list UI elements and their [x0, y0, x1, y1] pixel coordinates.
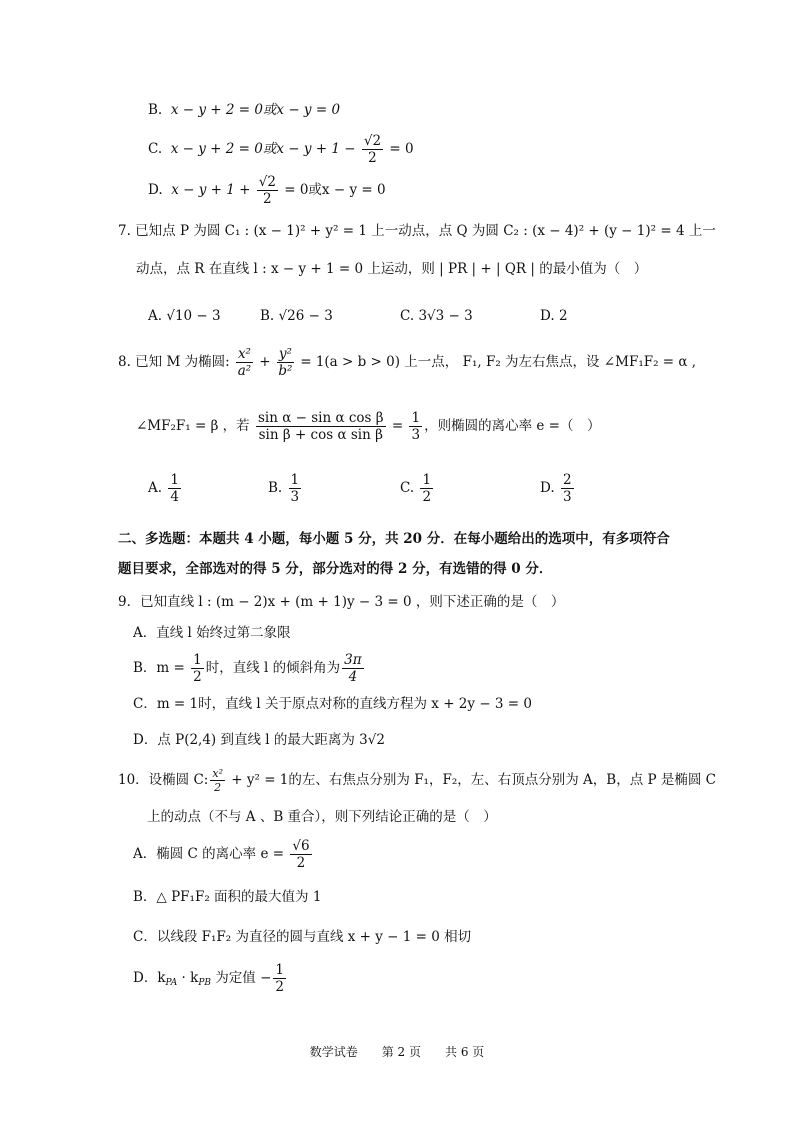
option-text: x − y + 1 +: [171, 182, 255, 199]
option-text-mid: · k: [177, 970, 199, 987]
fraction-den: sin β + cos α sin β: [258, 427, 383, 444]
option-label: B.: [268, 480, 283, 497]
option-text: D．k: [133, 970, 166, 987]
fraction: [561, 472, 574, 505]
subscript: PB: [198, 978, 211, 989]
fraction-den: 4: [348, 669, 358, 686]
fraction-num: x²: [237, 346, 251, 362]
q7-option-b: [260, 310, 333, 324]
fraction-num: √2: [363, 133, 382, 149]
fraction: [191, 652, 204, 685]
section2-heading-line1: 二、多选题：本题共 4 小题，每小题 5 分，共 20 分．在每小题给出的选项中，有多项符合: [118, 531, 670, 547]
option-text-tail: = 0: [385, 141, 414, 158]
fraction-num: √2: [258, 174, 276, 190]
q7-option-c: [400, 310, 473, 324]
fraction: [236, 346, 253, 379]
fraction-den: 2: [263, 191, 272, 208]
fraction-num: x²: [212, 767, 223, 780]
fraction-den: 2: [275, 979, 284, 996]
fraction: [289, 472, 302, 505]
option-text: 3√3 − 3: [418, 308, 473, 324]
q10-option-a: [133, 838, 314, 871]
option-text: √26 − 3: [278, 308, 333, 324]
fraction: [277, 346, 294, 379]
subscript: PA: [165, 978, 178, 989]
q9-option-a: A．直线 l 始终过第二象限: [133, 625, 291, 641]
q8-stem-line2: [136, 410, 600, 443]
fraction-num: 1: [275, 962, 284, 978]
q9-option-c: C．m = 1时，直线 l 关于原点对称的直线方程为 x + 2y − 3 = 0: [133, 696, 532, 712]
q9-stem: 9．已知直线 l : (m − 2)x + (m + 1)y − 3 = 0 ，则下述正确的是（ ）: [118, 594, 565, 610]
fraction-den: 4: [170, 489, 179, 506]
q10-stem-line1: [118, 767, 716, 794]
option-label: B.: [148, 102, 163, 118]
fraction: [273, 962, 286, 995]
equals-sign: =: [387, 418, 408, 435]
q6-option-d: [148, 174, 386, 207]
q7-stem-line1: 7. 已知点 P 为圆 C₁ : (x − 1)² + y² = 1 上一动点，点 Q 为圆 C₂ : (x − 4)² + (y − 1)² = 4 上一: [118, 223, 716, 239]
option-text: x − y + 2 = 0或x − y + 1 −: [170, 141, 360, 158]
fraction: [168, 472, 181, 505]
option-label: D.: [148, 182, 163, 199]
q8-line2-post: ，则椭圆的离心率 e =（ ）: [424, 418, 601, 435]
option-label: D.: [540, 480, 555, 497]
fraction-den: 2: [193, 669, 202, 686]
option-label: C.: [400, 308, 415, 324]
section2-heading-line2: 题目要求，全部选对的得 5 分，部分选对的得 2 分，有选错的得 0 分．: [118, 561, 553, 577]
q8-option-c: [400, 472, 435, 505]
option-text: √10 − 3: [166, 308, 221, 324]
option-text: 2: [558, 308, 568, 324]
fraction-den: 3: [411, 427, 421, 444]
fraction-den: 2: [422, 489, 432, 506]
q7-option-a: [148, 310, 221, 324]
fraction: [362, 133, 383, 166]
option-text-tail: = 0或x − y = 0: [279, 182, 386, 199]
q8-line2-pre: ∠MF₂F₁ = β ，若: [136, 418, 250, 435]
q6-option-b: [148, 104, 340, 118]
fraction: [420, 472, 433, 505]
q9-option-d: D．点 P(2,4) 到直线 l 的最大距离为 3√2: [133, 732, 385, 748]
q6-option-c: [148, 133, 414, 166]
fraction: [257, 174, 278, 207]
fraction: [409, 410, 422, 443]
option-text-post: 为定值 −: [210, 970, 272, 987]
q10-option-b: B．△ PF₁F₂ 面积的最大值为 1: [133, 889, 322, 905]
option-label: C.: [400, 480, 415, 497]
q10-stem-post: + y² = 1的左、右焦点分别为 F₁，F₂，左、右顶点分别为 A，B，点 P 是椭圆 C: [226, 772, 716, 789]
q8-option-d: [540, 472, 576, 505]
q9-option-b: [133, 652, 366, 685]
option-label: C.: [148, 141, 163, 158]
page-footer: 数学试卷 第 2 页 共 6 页: [309, 1045, 485, 1059]
q8-prefix: 8. 已知 M 为椭圆:: [118, 354, 230, 371]
fraction: [210, 767, 225, 794]
option-text: x − y + 2 = 0或x − y = 0: [170, 102, 341, 118]
q10-stem-pre: 10．设椭圆 C:: [118, 772, 209, 789]
q8-option-b: [268, 472, 303, 505]
q7-stem-line2: 动点，点 R 在直线 l : x − y + 1 = 0 上运动，则 | PR | + | QR | 的最小值为（ ）: [136, 261, 648, 277]
q10-option-d: [133, 962, 288, 995]
fraction-num: y²: [278, 346, 292, 362]
fraction-num: √6: [292, 838, 310, 854]
q10-stem-line2: 上的动点（不与 A 、B 重合），则下列结论正确的是（ ）: [147, 809, 497, 825]
fraction-den: 2: [296, 855, 306, 872]
fraction-num: 2: [562, 472, 572, 488]
fraction-num: 1: [170, 472, 179, 488]
option-label: A.: [148, 308, 163, 324]
fraction-den: b²: [278, 363, 293, 380]
option-label: D.: [540, 308, 555, 324]
q10-option-c: C．以线段 F₁F₂ 为直径的圆与直线 x + y − 1 = 0 相切: [133, 929, 472, 945]
option-text: B．m =: [133, 660, 190, 677]
fraction: [256, 410, 386, 443]
option-text-mid: 时，直线 l 的倾斜角为: [205, 660, 341, 677]
option-text: A．椭圆 C 的离心率 e =: [133, 846, 289, 863]
fraction-den: 2: [214, 781, 222, 795]
fraction-num: sin α − sin α cos β: [257, 410, 384, 426]
fraction-num: 3π: [344, 652, 362, 668]
option-label: B.: [260, 308, 275, 324]
fraction-den: 2: [368, 150, 377, 167]
fraction-den: 3: [290, 489, 300, 506]
fraction-den: 3: [562, 489, 572, 506]
fraction-num: 1: [290, 472, 300, 488]
fraction: [290, 838, 311, 871]
fraction-num: 1: [193, 652, 202, 668]
q8-option-a: [148, 472, 183, 505]
fraction-num: 1: [411, 410, 421, 426]
option-label: A.: [148, 480, 163, 497]
fraction: [342, 652, 363, 685]
q7-option-d: [540, 310, 568, 324]
plus-sign: +: [254, 354, 275, 371]
q8-condition: = 1(a > b > 0) 上一点， F₁, F₂ 为左右焦点，设 ∠MF₁F₂ = α ,: [295, 354, 697, 371]
fraction-den: a²: [237, 363, 252, 380]
fraction-num: 1: [422, 472, 432, 488]
q8-stem-line1: [118, 346, 696, 379]
